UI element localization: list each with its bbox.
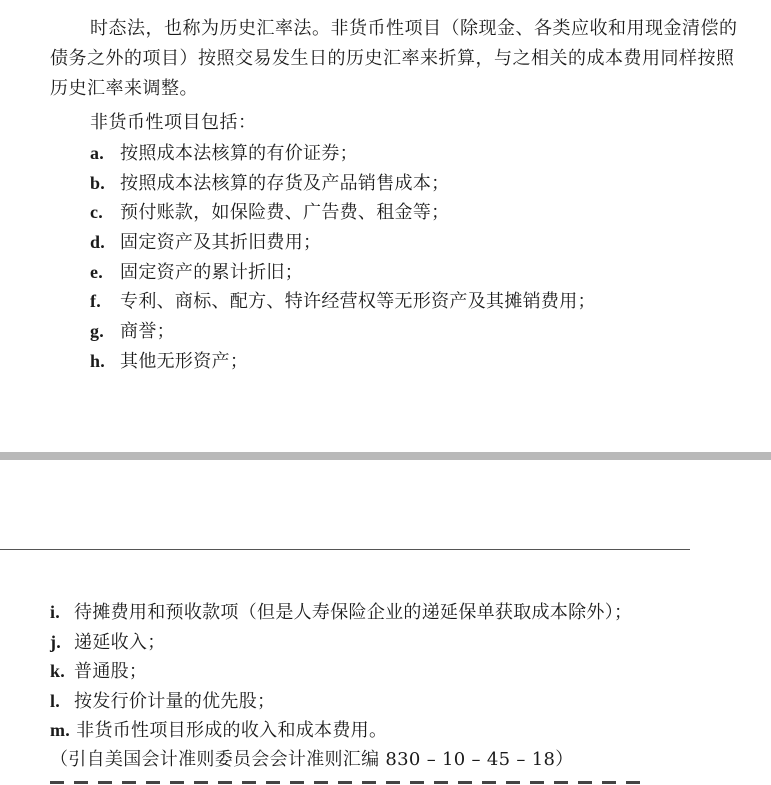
list-item-text: 其他无形资产； bbox=[120, 350, 249, 372]
list-item bbox=[50, 656, 632, 686]
list-item-text: 非货币性项目形成的收入和成本费用。 bbox=[76, 720, 388, 742]
list-item bbox=[50, 597, 632, 627]
nonmonetary-items-list-continued bbox=[50, 597, 632, 745]
list-item bbox=[50, 627, 632, 657]
list-marker: j. bbox=[50, 631, 62, 652]
list-item-text: 固定资产的累计折旧； bbox=[120, 261, 304, 283]
list-item-text: 商誉； bbox=[120, 321, 175, 343]
list-item bbox=[90, 227, 596, 257]
list-item bbox=[50, 715, 632, 745]
list-marker: e. bbox=[90, 261, 104, 282]
list-item bbox=[90, 286, 596, 316]
list-item-text: 递延收入； bbox=[74, 631, 166, 653]
list-marker: h. bbox=[90, 350, 106, 371]
list-item-text: 专利、商标、配方、特许经营权等无形资产及其摊销费用； bbox=[120, 291, 596, 313]
list-item bbox=[90, 138, 596, 168]
horizontal-rule bbox=[0, 549, 690, 550]
list-item-text: 普通股； bbox=[74, 661, 148, 683]
list-item bbox=[90, 168, 596, 198]
list-item-text: 按照成本法核算的存货及产品销售成本； bbox=[120, 172, 450, 194]
list-item-text: 固定资产及其折旧费用； bbox=[120, 232, 322, 254]
page-break-band bbox=[0, 452, 771, 460]
list-item bbox=[90, 346, 596, 376]
list-marker: m. bbox=[50, 720, 71, 741]
list-marker: g. bbox=[90, 321, 105, 342]
list-item bbox=[90, 257, 596, 287]
list-item bbox=[90, 197, 596, 227]
citation: （引自美国会计准则委员会会计准则汇编 830 – 10 – 45 – 18） bbox=[50, 749, 574, 770]
nonmonetary-items-list bbox=[90, 138, 596, 376]
intro-paragraph bbox=[50, 14, 742, 104]
list-marker: k. bbox=[50, 661, 66, 682]
list-heading: 非货币性项目包括： bbox=[90, 112, 257, 133]
list-marker: l. bbox=[50, 690, 61, 711]
list-marker: a. bbox=[90, 143, 105, 163]
list-marker: f. bbox=[90, 291, 102, 312]
list-marker: d. bbox=[90, 232, 106, 253]
cut-off-text-line bbox=[50, 776, 690, 785]
list-item bbox=[50, 686, 632, 716]
list-marker: i. bbox=[50, 602, 61, 622]
list-item-text: 按照成本法核算的有价证券； bbox=[120, 143, 358, 164]
list-item-text: 待摊费用和预收款项（但是人寿保险企业的递延保单获取成本除外）； bbox=[74, 602, 633, 623]
list-item-text: 按发行价计量的优先股； bbox=[74, 690, 276, 712]
list-item bbox=[90, 316, 596, 346]
list-item-text: 预付账款，如保险费、广告费、租金等； bbox=[120, 202, 450, 224]
list-marker: b. bbox=[90, 172, 106, 193]
intro-paragraph-text: 时态法，也称为历史汇率法。非货币性项目（除现金、各类应收和用现金清偿的债务之外的项目）按照交易发生日的历史汇率来折算，与之相关的成本费用同样按照历史汇率来调整。 bbox=[50, 18, 738, 99]
list-marker: c. bbox=[90, 202, 104, 223]
